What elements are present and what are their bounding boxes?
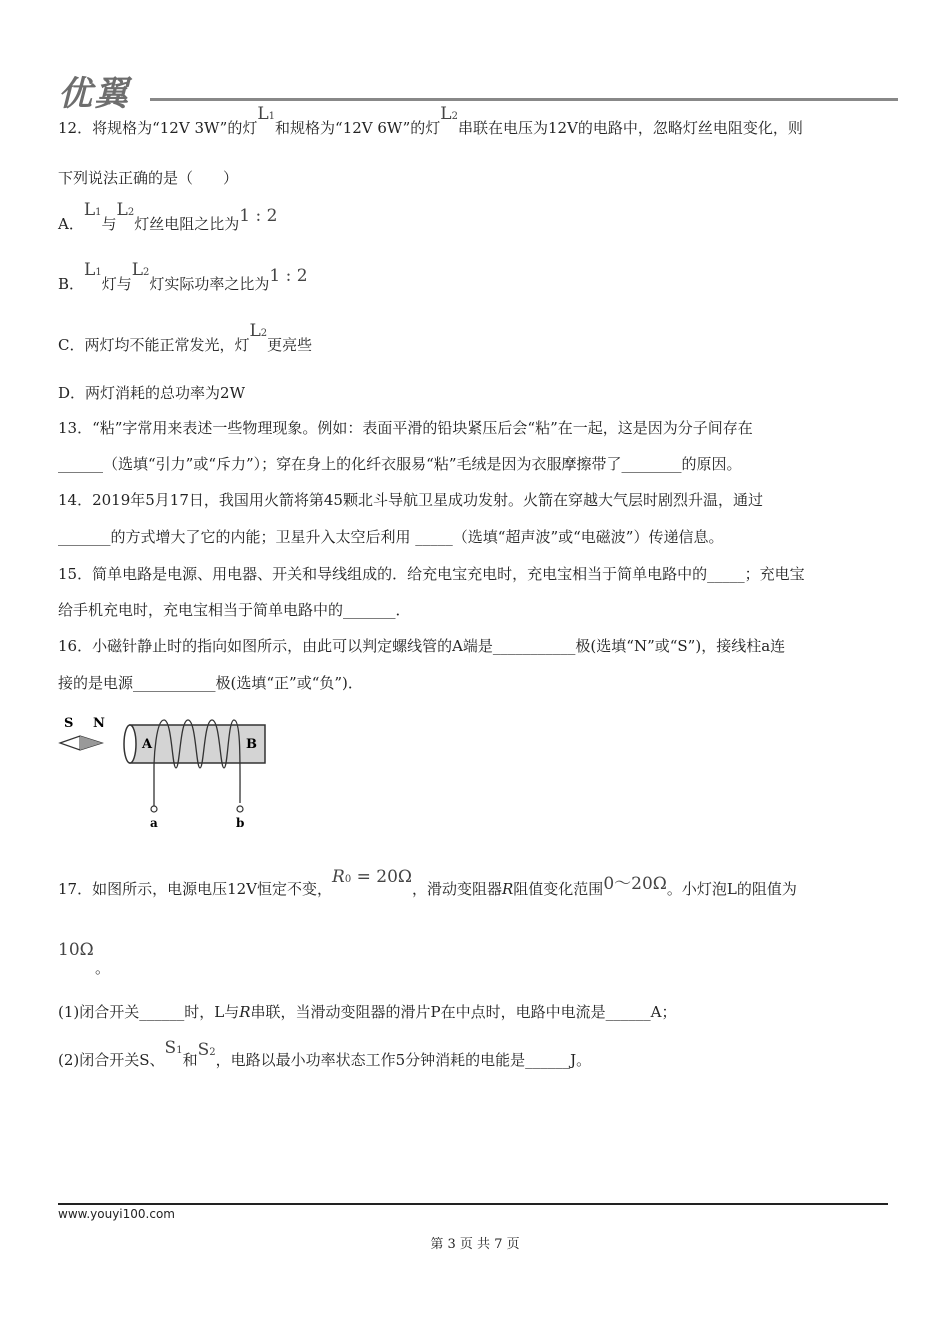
q15-line2: 给手机充电时，充电宝相当于简单电路中的_______． (58, 601, 411, 619)
solenoid-end-b: B (246, 737, 257, 752)
solenoid-figure (58, 708, 278, 833)
q16-line1: 16．小磁针静止时的指向如图所示，由此可以判定螺线管的A端是___________极(选填“N”或“S”)，接线柱a连 (58, 637, 786, 655)
q17-period: 。 (95, 959, 111, 977)
q13-line1: 13．“粘”字常用来表述一些物理现象。例如：表面平滑的铅块紧压后会“粘”在一起，这是因为分子间存在 (58, 419, 753, 437)
q12-stem: 12．将规格为“12V 3W”的灯L1和规格为“12V 6W”的灯L2串联在电压为12V的电路中，忽略灯丝电阻变化，则 (58, 104, 803, 137)
q17-part1: (1)闭合开关______时，L与R串联，当滑动变阻器的滑片P在中点时，电路中电流是______A； (58, 1003, 677, 1021)
q17-resistance: 10Ω (58, 940, 94, 960)
page-number: 第 3 页 共 7 页 (430, 1237, 520, 1252)
q12-option-a: A．L1与L2灯丝电阻之比为1 : 2 (58, 200, 278, 233)
terminal-label-a: a (150, 816, 158, 830)
solenoid-end-a: A (142, 737, 153, 752)
terminal-label-b: b (236, 816, 245, 830)
footer-rule (58, 1203, 888, 1205)
q17-part2: (2)闭合开关S、S1和S2，电路以最小功率状态工作5分钟消耗的电能是______J。 (58, 1038, 592, 1069)
q12-stem-line2: 下列说法正确的是（ ） (58, 169, 239, 187)
q14-line1: 14．2019年5月17日，我国用火箭将第45颗北斗导航卫星成功发射。火箭在穿越大气层时剧烈升温，通过 (58, 491, 763, 509)
q14-line2: _______的方式增大了它的内能；卫星升入太空后利用 _____（选填“超声波”或“电磁波”）传递信息。 (58, 528, 724, 546)
compass-label-n: N (93, 716, 105, 731)
q17-stem: 17．如图所示，电源电压12V恒定不变，R0 = 20Ω，滑动变阻器R阻值变化范围0～20Ω。小灯泡L的阻值为 (58, 867, 797, 898)
header-rule (150, 98, 898, 101)
q12-option-c: C．两灯均不能正常发光，灯L2更亮些 (58, 321, 313, 354)
symbol-L1: L1 (257, 104, 276, 124)
footer-url[interactable]: www.youyi100.com (58, 1207, 175, 1221)
symbol-L2: L2 (440, 104, 458, 124)
q12-option-d: D．两灯消耗的总功率为2W (58, 384, 245, 402)
q15-line1: 15．简单电路是电源、用电器、开关和导线组成的．给充电宝充电时，充电宝相当于简单电路中的_____；充电宝 (58, 565, 805, 583)
q16-line2: 接的是电源___________极(选填“正”或“负”)． (58, 674, 363, 692)
q13-line2: ______（选填“引力”或“斥力”）；穿在身上的化纤衣服易“粘”毛绒是因为衣服摩擦带了________的原因。 (58, 455, 742, 473)
terminal-a (151, 806, 157, 812)
compass-label-s: S (64, 716, 74, 731)
terminal-b (237, 806, 243, 812)
logo: 优翼 (58, 74, 130, 114)
q12-option-b: B．L1灯与L2灯实际功率之比为1 : 2 (58, 260, 308, 293)
